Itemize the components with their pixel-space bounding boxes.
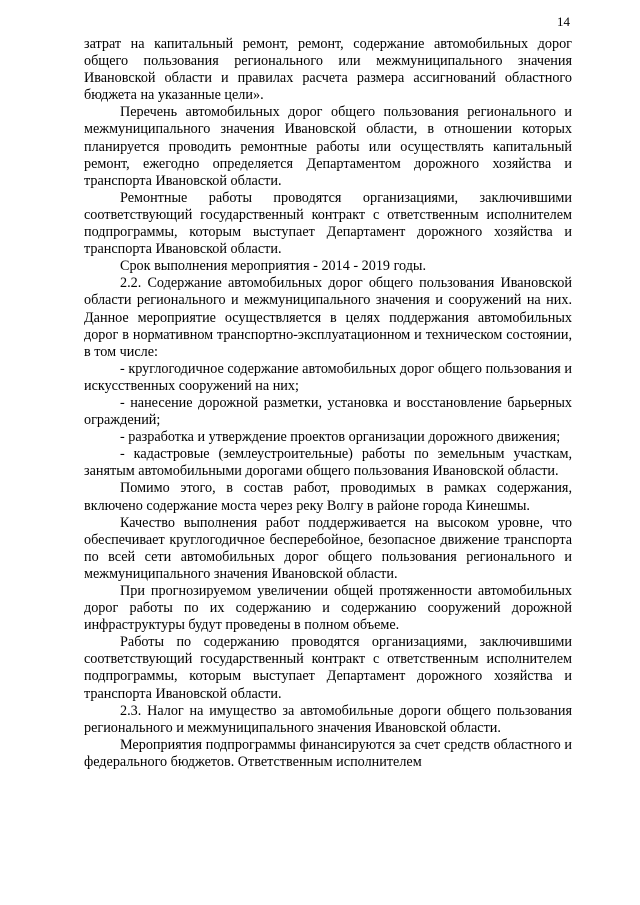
list-item: - кадастровые (землеустроительные) работы по земельным участкам, занятым автомобильными дорогами общего пользования Ивановской области. bbox=[84, 446, 572, 480]
paragraph: При прогнозируемом увеличении общей протяженности автомобильных дорог работы по их содержанию и содержанию сооружений дорожной инфраструктуры будут проведены в полном объеме. bbox=[84, 583, 572, 634]
list-item: - круглогодичное содержание автомобильных дорог общего пользования и искусственных сооружений на них; bbox=[84, 360, 572, 394]
paragraph: 2.3. Налог на имущество за автомобильные дороги общего пользования регионального и межмуниципального значения Ивановской области. bbox=[84, 702, 572, 736]
paragraph: Мероприятия подпрограммы финансируются за счет средств областного и федерального бюджетов. Ответственным исполнителем bbox=[84, 736, 572, 770]
paragraph: Помимо этого, в состав работ, проводимых в рамках содержания, включено содержание моста через реку Волгу в районе города Кинешмы. bbox=[84, 480, 572, 514]
list-item: - разработка и утверждение проектов организации дорожного движения; bbox=[120, 429, 561, 446]
page-number: 14 bbox=[557, 14, 570, 29]
paragraph: 2.2. Содержание автомобильных дорог общего пользования Ивановской области регионального и межмуниципального значения и сооружений на них. Данное мероприятие осуществляется в целях поддержания автомобильных дорог в нормативном транспортно-эксплуатационном и техническом состоянии, в том числе: bbox=[84, 275, 572, 360]
paragraph: Ремонтные работы проводятся организациями, заключившими соответствующий государственный контракт с ответственным исполнителем подпрограммы, которым выступает Департамент дорожного хозяйства и транспорта Ивановской области. bbox=[84, 189, 572, 258]
paragraph: Качество выполнения работ поддерживается на высоком уровне, что обеспечивает круглогодичное бесперебойное, безопасное движение транспорта по всей сети автомобильных дорог общего пользования регионального и межмуниципального значения Ивановской области. bbox=[84, 514, 572, 582]
paragraph: Работы по содержанию проводятся организациями, заключившими соответствующий государственный контракт с ответственным исполнителем подпрограммы, которым выступает Департамент дорожного хозяйства и транспорта Ивановской области. bbox=[84, 634, 572, 702]
paragraph: Срок выполнения мероприятия - 2014 - 2019 годы. bbox=[120, 258, 427, 275]
paragraph: затрат на капитальный ремонт, ремонт, содержание автомобильных дорог общего пользования регионального или межмуниципального значения Ивановской области и правилах расчета размера ассигнований областного бюджета на указанные цели». bbox=[84, 36, 572, 104]
paragraph: Перечень автомобильных дорог общего пользования регионального и межмуниципального значения Ивановской области, в отношении которых планируется проводить ремонтные работы или осуществлять капитальный ремонт, ежегодно определяется Департаментом дорожного хозяйства и транспорта Ивановской области. bbox=[84, 104, 572, 189]
list-item: - нанесение дорожной разметки, установка и восстановление барьерных ограждений; bbox=[84, 394, 572, 429]
document-body bbox=[84, 36, 572, 771]
